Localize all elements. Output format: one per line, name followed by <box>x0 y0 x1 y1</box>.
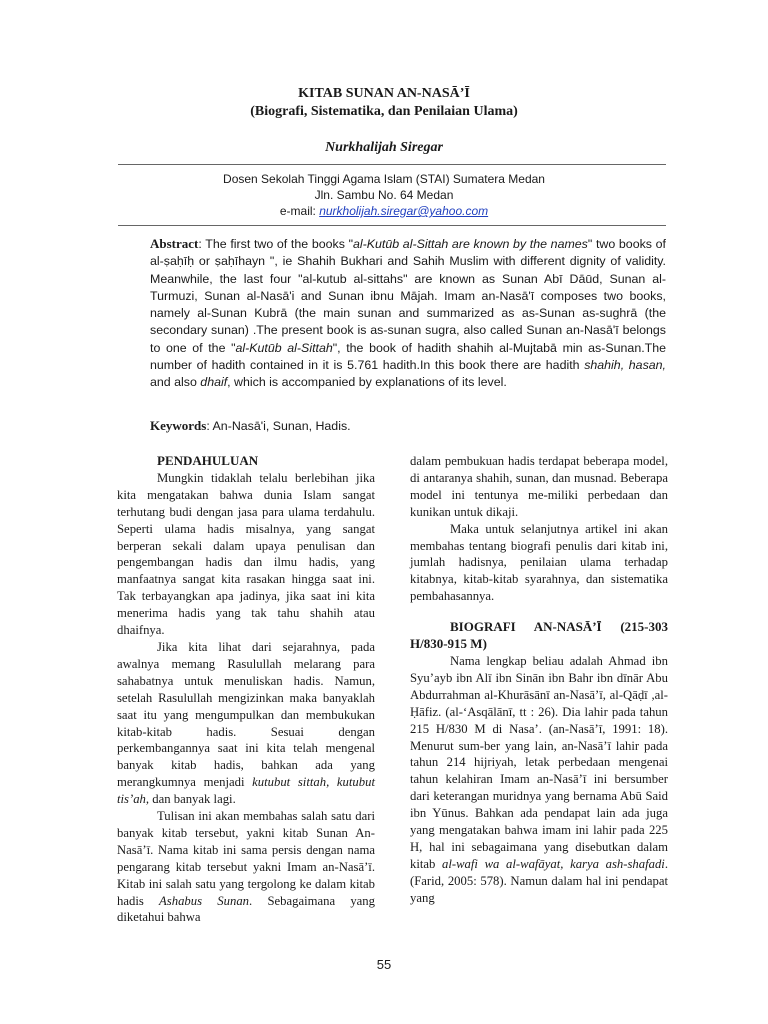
abstract-italic: dhaif <box>200 375 228 390</box>
abstract-text: ", the book of hadith shahih al-Mujtabā min as-Sunan.The number of hadith contained in it is 5.761 hadith.In this book there are hadith <box>150 340 667 373</box>
paragraph: Mungkin tidaklah telalu berlebihan jika kita mengatakan bahwa dunia Islam sangat terhutang budi dengan jasa para ulama terdahulu. Seperti ulama hadis misalnya, yang sangat berperan sekali dalam upaya penulisan dan pengembangan hadis dan ilmu hadis, yang manfaatnya sangat kita rasakan hingga saat ini. Tak terbayangkan apa jadinya, jika saat ini kita menerima hadis yang tak tahu shahih atau dhaifnya. <box>117 470 375 638</box>
paragraph-text: Tulisan ini akan membahas salah satu dari banyak kitab tersebut, yakni kitab Sunan An-Nasā’ī. Nama kitab ini sama persis dengan nama pengarang kitab tersebut yakni Imam an-Nasā’ī. Kitab ini salah satu yang tergolong ke dalam kitab hadis <box>117 809 375 908</box>
abstract-block <box>150 235 666 392</box>
paragraph-text: . Sebagaimana yang diketahui bahwa <box>117 893 375 925</box>
paragraph: Maka untuk selanjutnya artikel ini akan membahas tentang biografi penulis dari kitab ini, jumlah hadisnya, penilaian ulama terhadap kitabnya, kitab-kitab syarahnya, dan sistematika pembahasannya. <box>410 521 668 604</box>
article-subtitle: (Biografi, Sistematika, dan Penilaian Ulama) <box>250 104 518 119</box>
bottom-divider <box>118 225 666 226</box>
paragraph-text: Jika kita lihat dari sejarahnya, pada awalnya memang Rasulullah melarang para sahabatnya untuk menuliskan hadis. Namun, setelah Rasulullah mengizinkan maka banyaklah saat itu yang mengumpulkan dan membukukan kitab-kitab hadis. Sesuai dengan perkembangannya saat ini kita telah mengenal banyak kitab hadis, bahkan ada yang merangkumnya menjadi <box>117 639 375 790</box>
author-name: Nurkhalijah Siregar <box>325 140 443 155</box>
affiliation-address: Jln. Sambu No. 64 Medan <box>314 188 454 202</box>
abstract-text: , which is accompanied by explanations of its level. <box>227 375 507 390</box>
email-label: e-mail: <box>279 204 320 218</box>
affiliation-email-line <box>0 204 768 218</box>
paragraph-italic: al-wafi wa al-wafāyat, karya ash-shafadi <box>442 856 665 871</box>
keywords-line <box>150 418 666 434</box>
paragraph <box>410 653 668 907</box>
paragraph-text: dan banyak lagi. <box>149 792 236 807</box>
paragraph <box>117 639 375 808</box>
paragraph-italic: kutubut sittah, kutubut tis’ah, <box>117 775 375 807</box>
top-divider <box>118 164 666 165</box>
email-link[interactable]: nurkholijah.siregar@yahoo.com <box>319 204 489 218</box>
abstract-italic: al-Kutūb al-Sittah are known by the names <box>352 237 588 251</box>
abstract-text: : The first two of the books " <box>198 237 353 251</box>
right-column <box>410 453 668 907</box>
paragraph <box>117 808 375 926</box>
keywords-label: Keywords <box>150 418 207 433</box>
paragraph-text: . (Farid, 2005: 578). Namun dalam hal ini pendapat yang <box>410 856 668 905</box>
abstract-italic: shahih, hasan, <box>584 358 666 373</box>
abstract-label: Abstract <box>150 236 199 251</box>
paragraph-text: Nama lengkap beliau adalah Ahmad ibn Syu’ayb ibn Alī ibn Sinān ibn Bahr ibn dīnār Abu Abdurrahman al-Khurāsānī an-Nasā’ī, al-Qāḍī ,al-Ḥāfiz. (al-‘Asqālānī, tt : 26). Dia lahir pada tahun 215 H/830 M di Nasa’. (an-Nasā’ī, 1991: 18). Menurut sum-ber yang lain, an-Nasā’ī lahir pada tahun 214 hijriyah, letak perbedaan mengenai tahun kelahiran Imam an-Nasā’ī ini bersumber dari keterangan muridnya yang bernama Abū Said ibn Yūnus. Bahkan ada pendapat lain ada juga yang mengatakan bahwa imam ini lahir pada 225 H, hal ini sebagaimana yang disebutkan dalam kitab <box>410 653 668 871</box>
article-title: KITAB SUNAN AN-NASĀ’Ī <box>298 86 470 101</box>
keywords-text: : An-Nasā'i, Sunan, Hadis. <box>206 419 351 433</box>
abstract-italic: al-Kutūb al-Sittah <box>235 340 333 355</box>
left-column <box>117 453 375 926</box>
paragraph-italic: Ashabus Sunan <box>159 893 250 908</box>
section-heading-biografi: BIOGRAFI AN-NASĀ’Ī (215-303 H/830-915 M) <box>410 619 668 652</box>
affiliation-institution: Dosen Sekolah Tinggi Agama Islam (STAI) Sumatera Medan <box>223 172 545 186</box>
abstract-text: and also <box>150 375 201 390</box>
section-heading-pendahuluan: PENDAHULUAN <box>157 453 259 468</box>
page-number: 55 <box>376 957 392 972</box>
abstract-text: " two books of al-ṣaḥīḥ or ṣaḥīhayn ", ie Shahih Bukhari and Sahih Muslim with different dignity of validity. Meanwhile, the last four "al-kutub al-sittahs" are known as Sunan Abī Dāūd, Sunan al-Turmuzi, Sunan al-Nasā'i and Sunan ibnu Mājah. Imam an-Nasā'ī composes two books, namely al-Sunan Kubrā (the main sunan and summarized as as-Sunan as-sughrā (the secondary sunan) .The present book is as-sunan sugra, also called Sunan an-Nasā'ī belongs to one of the " <box>150 237 666 355</box>
spacer <box>410 605 668 619</box>
paragraph: dalam pembukuan hadis terdapat beberapa model, di antaranya shahih, sunan, dan musnad. Beberapa model ini tentunya me-miliki perbedaan dan kunikan untuk dikaji. <box>410 454 668 519</box>
